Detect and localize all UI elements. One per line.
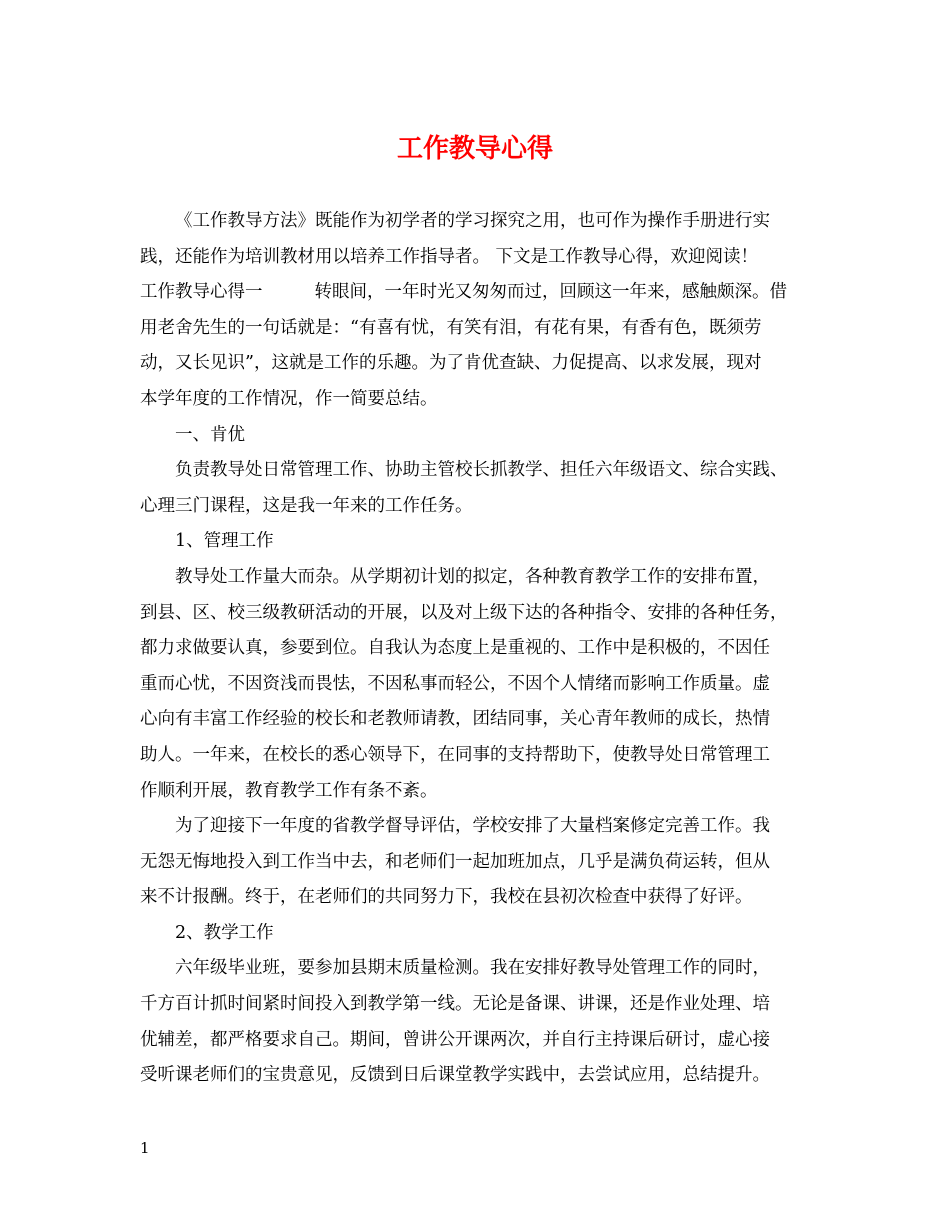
text-line: 用老舍先生的一句话就是：“有喜有忧，有笑有泪，有花有果，有香有色，既须劳 [140, 317, 762, 338]
section-label: 工作教导心得一 [140, 282, 263, 303]
text-line: 负责教导处日常管理工作、协助主管校长抓教学、担任六年级语文、综合实践、 [175, 460, 788, 481]
text-line: 心理三门课程，这是我一年来的工作任务。 [140, 495, 473, 516]
text-line: 来不计报酬。终于，在老师们的共同努力下，我校在县初次检查中获得了好评。 [140, 887, 753, 908]
text-line [140, 275, 828, 311]
text-line: 到县、区、校三级教研活动的开展，以及对上级下达的各种指令、安排的各种任务， [140, 602, 788, 623]
text-line: 作顺利开展，教育教学工作有条不紊。 [140, 780, 438, 801]
text-line: 为了迎接下一年度的省教学督导评估，学校安排了大量档案修定完善工作。我 [175, 816, 770, 837]
text-line: 教导处工作量大而杂。从学期初计划的拟定，各种教育教学工作的安排布置， [175, 566, 770, 587]
text-line: 六年级毕业班，要参加县期末质量检测。我在安排好教导处管理工作的同时， [175, 958, 770, 979]
page-number: 1 [140, 1139, 150, 1157]
text-line: 重而心忧，不因资浅而畏怯，不因私事而轻公，不因个人情绪而影响工作质量。虚 [140, 673, 770, 694]
text-line: 无怨无悔地投入到工作当中去，和老师们一起加班加点，几乎是满负荷运转，但从 [140, 851, 770, 872]
text-line: 《工作教导方法》既能作为初学者的学习探究之用，也可作为操作手册进行实 [175, 211, 770, 231]
section-heading: 一、肯优 [175, 424, 245, 445]
text-line: 千方百计抓时间紧时间投入到教学第一线。无论是备课、讲课，还是作业处理、培 [140, 994, 770, 1015]
text-line: 心向有丰富工作经验的校长和老教师请教，团结同事，关心青年教师的成长，热情 [140, 709, 770, 730]
text-line: 本学年度的工作情况，作一简要总结。 [140, 388, 438, 409]
text-line: 践，还能作为培训教材用以培养工作指导者。 下文是工作教导心得，欢迎阅读！ [140, 246, 759, 267]
document-title: 工作教导心得 [396, 134, 553, 164]
text-line: 优辅差，都严格要求自己。期间，曾讲公开课两次，并自行主持课后研讨，虚心接 [140, 1029, 770, 1050]
text-line: 助人。一年来，在校长的悉心领导下，在同事的支持帮助下，使教导处日常管理工 [140, 744, 770, 765]
section-text: 转眼间，一年时光又匆匆而过，回顾这一年来，感触颇深。借 [314, 282, 787, 303]
text-line: 动，又长见识”，这就是工作的乐趣。为了肯优查缺、力促提高、以求发展，现对 [140, 353, 762, 374]
section-heading: 2、教学工作 [175, 922, 274, 943]
text-line: 都力求做要认真，参要到位。自我认为态度上是重视的、工作中是积极的，不因任 [140, 638, 770, 659]
document-body [140, 204, 828, 1094]
text-line: 受听课老师们的宝贵意见，反馈到日后课堂教学实践中，去尝试应用，总结提升。 [140, 1065, 770, 1086]
section-heading: 1、管理工作 [175, 531, 274, 552]
